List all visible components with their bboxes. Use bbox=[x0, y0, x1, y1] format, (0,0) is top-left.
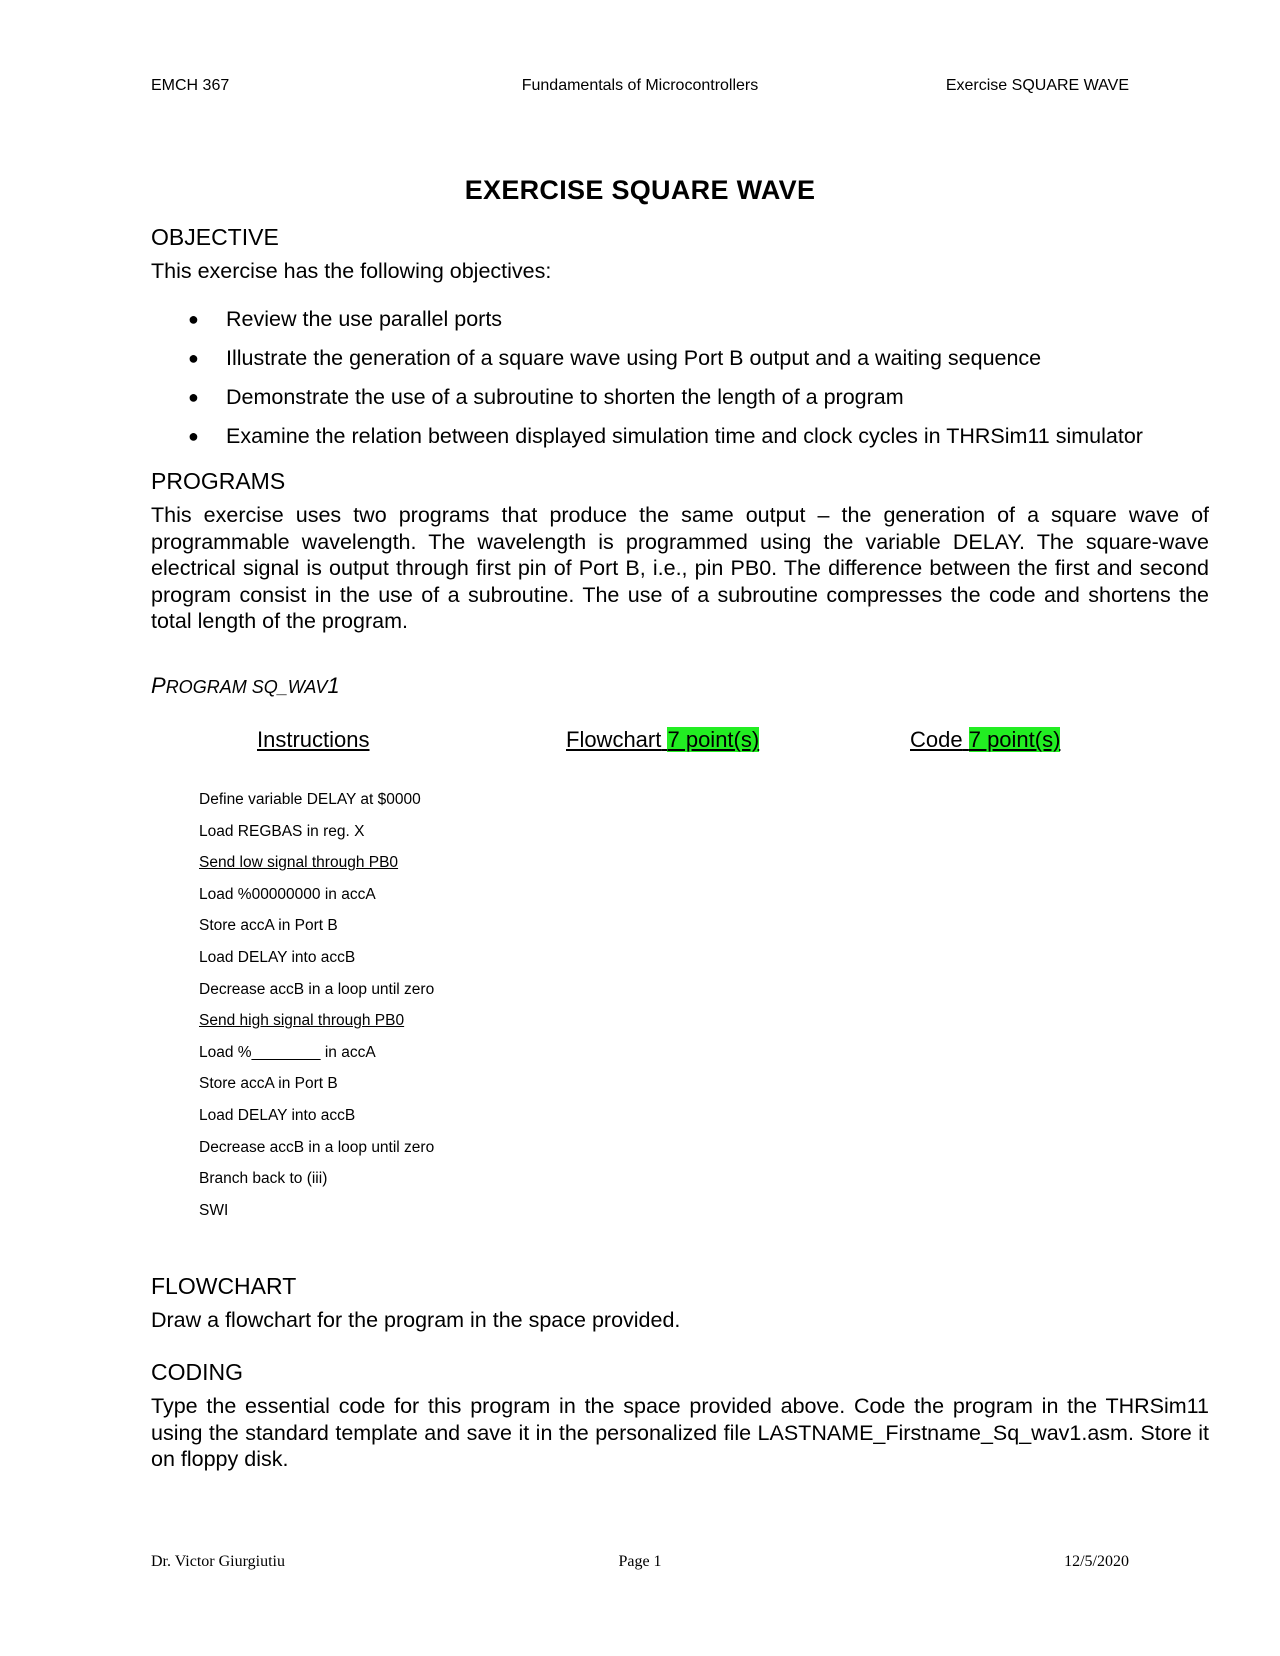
bullet-icon: ● bbox=[188, 387, 199, 407]
step-item: Load DELAY into accB bbox=[199, 948, 356, 966]
coding-paragraph: Type the essential code for this program in the space provided above. Code the program in the THRSim11 using the standard template and save it in the personalized file LASTNAME_Firstname_Sq_wav1.asm. Store it on floppy disk. bbox=[151, 1394, 1209, 1471]
list-item: ● Examine the relation between displayed simulation time and clock cycles in THRSim11 simulator bbox=[188, 424, 1143, 448]
step-item: Store accA in Port B bbox=[199, 917, 338, 935]
step-item: Send low signal through PB0 bbox=[199, 854, 399, 872]
bullet-icon: ● bbox=[188, 426, 199, 446]
page-footer bbox=[151, 1553, 1129, 1575]
column-instructions-heading: Instructions bbox=[257, 727, 370, 752]
column-flowchart-heading: Flowchart 7 point(s) bbox=[566, 727, 760, 752]
flowchart-heading: FLOWCHART bbox=[151, 1273, 297, 1299]
bullet-icon: ● bbox=[188, 348, 199, 368]
instruction-steps bbox=[199, 790, 434, 1232]
coding-heading: CODING bbox=[151, 1359, 243, 1385]
step-item: Branch back to (iii) bbox=[199, 1170, 328, 1188]
flowchart-paragraph: Draw a flowchart for the program in the space provided. bbox=[151, 1308, 681, 1332]
header-exercise: Exercise SQUARE WAVE bbox=[945, 77, 1129, 94]
footer-author: Dr. Victor Giurgiutiu bbox=[151, 1553, 285, 1570]
list-item: ● Demonstrate the use of a subroutine to shorten the length of a program bbox=[188, 385, 904, 409]
step-item: Load DELAY into accB bbox=[199, 1106, 356, 1124]
step-item: Load %________ in accA bbox=[199, 1043, 376, 1061]
programs-paragraph: This exercise uses two programs that produce the same output – the generation of a square wave of programmable wavelength. The wavelength is programmed using the variable DELAY. The square-wave electrical signal is output through first pin of Port B, i.e., pin PB0. The difference between the first and second program consist in the use of a subroutine. The use of a subroutine compresses the code and shortens the total length of the program. bbox=[151, 503, 1209, 633]
page-header bbox=[151, 77, 1129, 99]
programs-heading: PROGRAMS bbox=[151, 468, 286, 494]
step-item: Store accA in Port B bbox=[199, 1075, 338, 1093]
list-item: ● Illustrate the generation of a square wave using Port B output and a waiting sequence bbox=[188, 346, 1042, 370]
objective-heading: OBJECTIVE bbox=[151, 224, 279, 250]
step-item: Decrease accB in a loop until zero bbox=[199, 1138, 435, 1156]
bullet-icon: ● bbox=[188, 309, 199, 329]
list-item: ● Review the use parallel ports bbox=[188, 307, 503, 331]
points-badge: 7 point(s) bbox=[968, 727, 1061, 752]
step-item: Define variable DELAY at $0000 bbox=[199, 791, 421, 808]
footer-date: 12/5/2020 bbox=[1064, 1553, 1129, 1570]
objective-list bbox=[151, 305, 1143, 461]
points-badge: 7 point(s) bbox=[667, 727, 760, 752]
step-item: Load %00000000 in accA bbox=[199, 885, 376, 903]
document-title: EXERCISE SQUARE WAVE bbox=[464, 175, 816, 205]
step-item: SWI bbox=[199, 1201, 229, 1219]
header-course: EMCH 367 bbox=[151, 77, 230, 94]
step-item: Load REGBAS in reg. X bbox=[199, 822, 365, 840]
program-title: PROGRAM SQ_WAV1 bbox=[151, 673, 340, 698]
step-item: Send high signal through PB0 bbox=[199, 1012, 405, 1030]
column-code-heading: Code 7 point(s) bbox=[910, 727, 1061, 752]
objective-intro: This exercise has the following objectives: bbox=[151, 259, 552, 283]
step-item: Decrease accB in a loop until zero bbox=[199, 980, 435, 998]
header-subject: Fundamentals of Microcontrollers bbox=[521, 77, 759, 94]
footer-page-number: Page 1 bbox=[618, 1553, 662, 1570]
